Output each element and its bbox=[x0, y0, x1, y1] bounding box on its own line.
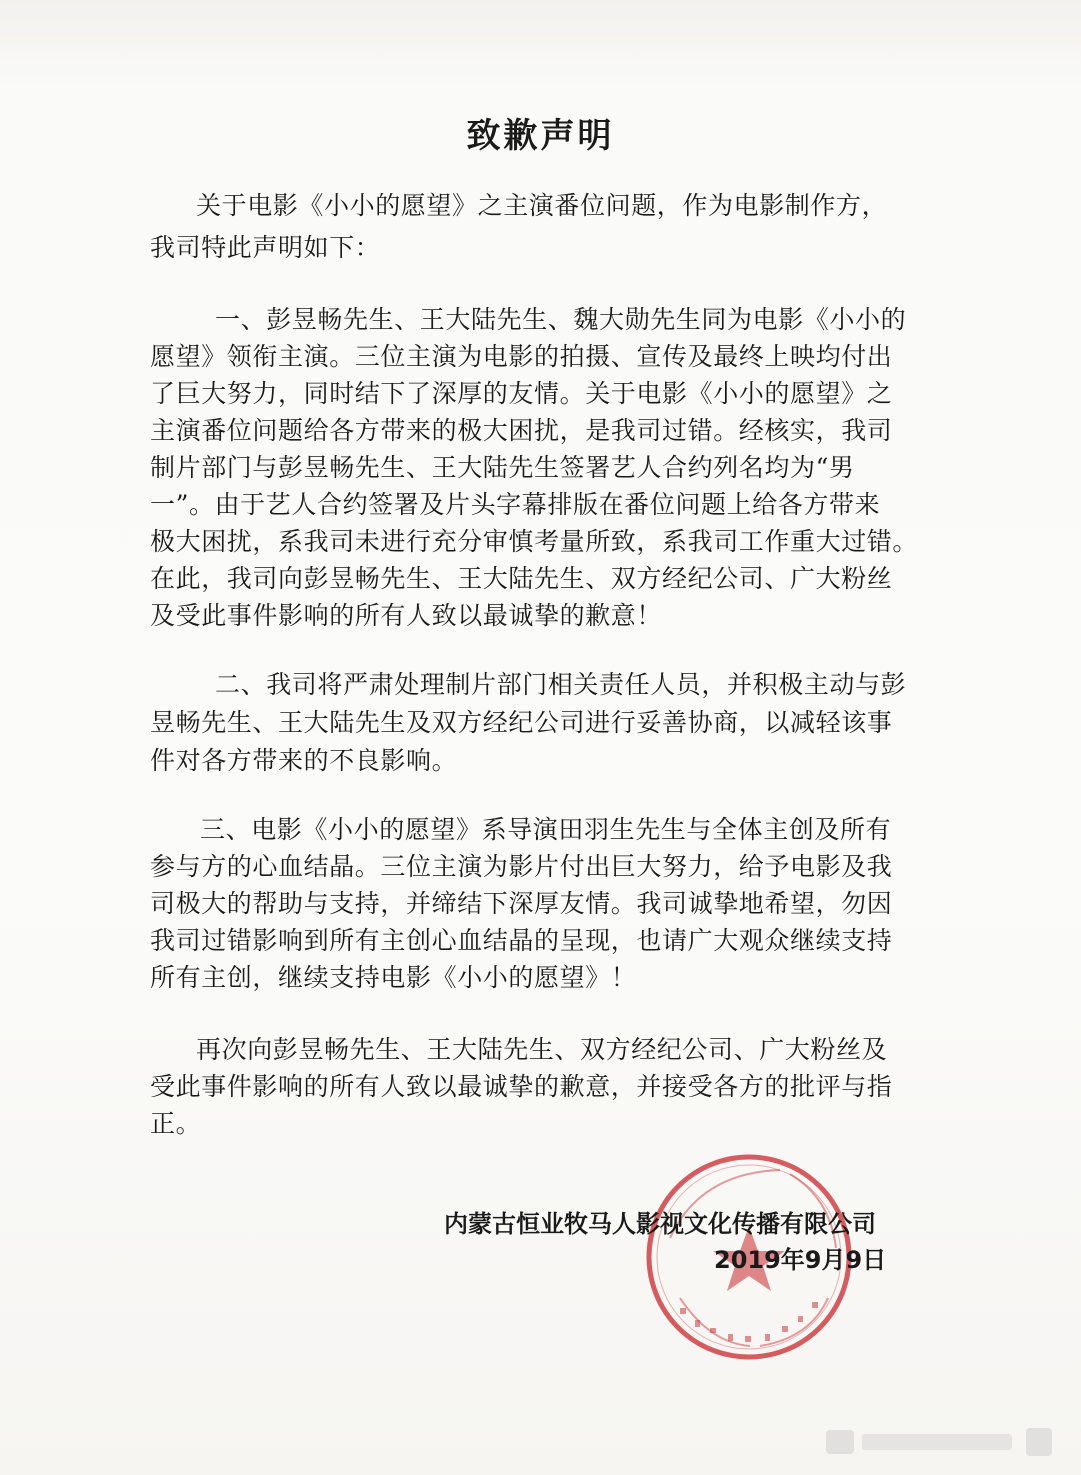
section1-line: 一”。由于艺人合约签署及片头字幕排版在番位问题上给各方带来 bbox=[150, 490, 881, 519]
section2-line: 二、我司将严肃处理制片部门相关责任人员，并积极主动与彭 bbox=[215, 670, 907, 699]
section1-line: 愿望》领衔主演。三位主演为电影的拍摄、宣传及最终上映均付出 bbox=[150, 342, 893, 371]
section1-line: 主演番位问题给各方带来的极大困扰，是我司过错。经核实，我司 bbox=[150, 416, 893, 445]
section1-line: 极大困扰，系我司未进行充分审慎考量所致，系我司工作重大过错。 bbox=[150, 527, 919, 556]
section2-line: 件对各方带来的不良影响。 bbox=[150, 746, 458, 775]
closing-line: 正。 bbox=[150, 1109, 202, 1138]
section3-line: 司极大的帮助与支持，并缔结下深厚友情。我司诚挚地希望，勿因 bbox=[150, 889, 893, 918]
closing-line: 受此事件影响的所有人致以最诚挚的歉意，并接受各方的批评与指 bbox=[150, 1072, 893, 1101]
section1-line: 一、彭昱畅先生、王大陆先生、魏大勋先生同为电影《小小的 bbox=[215, 305, 907, 334]
section3-line: 我司过错影响到所有主创心血结晶的呈现，也请广大观众继续支持 bbox=[150, 926, 893, 955]
document-title: 致歉声明 bbox=[466, 116, 615, 156]
section3-line: 参与方的心血结晶。三位主演为影片付出巨大努力，给予电影及我 bbox=[150, 852, 893, 881]
signature-date: 2019年9月9日 bbox=[714, 1246, 887, 1274]
intro-line: 我司特此声明如下： bbox=[150, 233, 381, 262]
watermark-icon bbox=[826, 1422, 1056, 1462]
section1-line: 制片部门与彭昱畅先生、王大陆先生签署艺人合约列名均为“男 bbox=[150, 453, 855, 482]
intro-line: 关于电影《小小的愿望》之主演番位问题，作为电影制作方， bbox=[196, 191, 888, 220]
section1-line: 及受此事件影响的所有人致以最诚挚的歉意！ bbox=[150, 601, 663, 630]
section3-line: 三、电影《小小的愿望》系导演田羽生先生与全体主创及所有 bbox=[200, 815, 892, 844]
closing-line: 再次向彭昱畅先生、王大陆先生、双方经纪公司、广大粉丝及 bbox=[196, 1035, 888, 1064]
company-name: 内蒙古恒业牧马人影视文化传播有限公司 bbox=[444, 1210, 876, 1238]
section1-line: 了巨大努力，同时结下了深厚的友情。关于电影《小小的愿望》之 bbox=[150, 379, 893, 408]
section1-line: 在此，我司向彭昱畅先生、王大陆先生、双方经纪公司、广大粉丝 bbox=[150, 564, 893, 593]
section3-line: 所有主创，继续支持电影《小小的愿望》！ bbox=[150, 963, 637, 992]
section2-line: 昱畅先生、王大陆先生及双方经纪公司进行妥善协商，以减轻该事 bbox=[150, 708, 893, 737]
